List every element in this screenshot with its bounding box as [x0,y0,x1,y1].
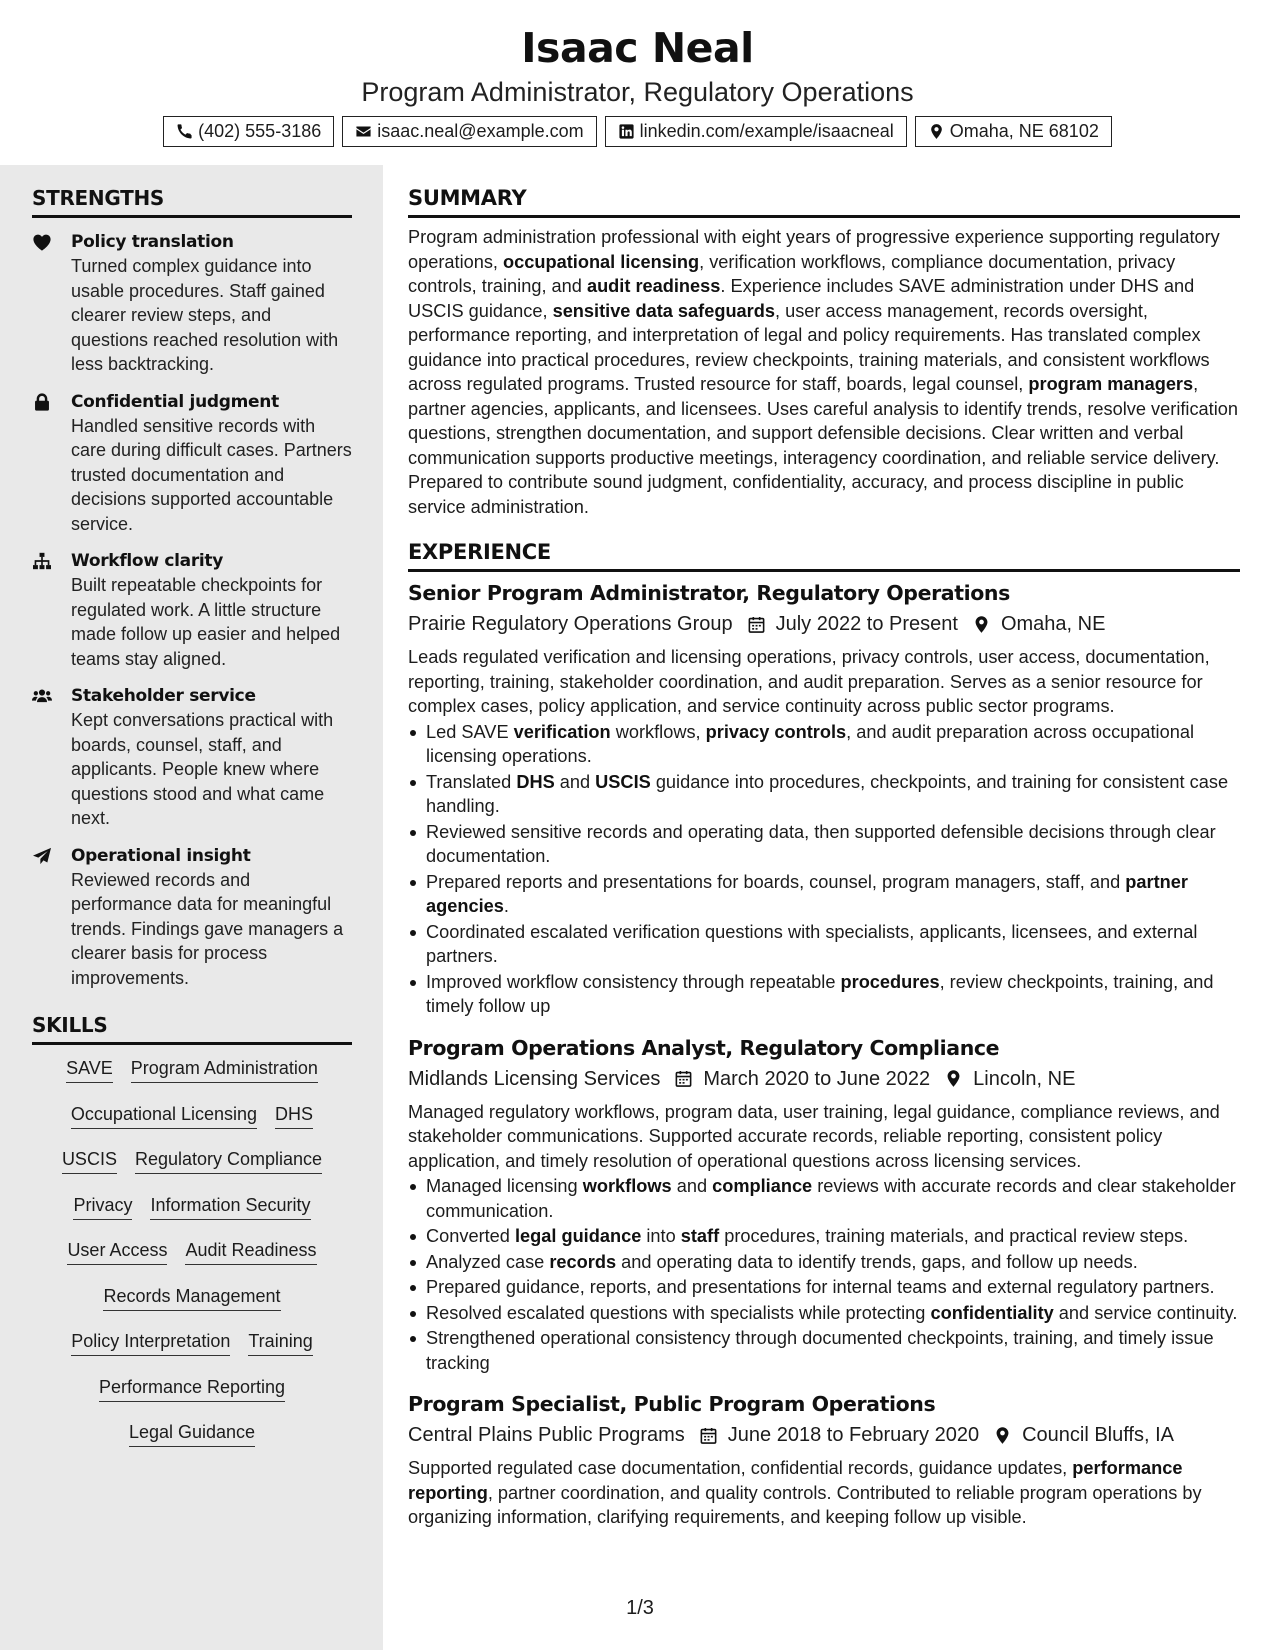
skill-tag: Performance Reporting [99,1374,285,1402]
skills-row [32,1283,352,1329]
job-company: Prairie Regulatory Operations Group [408,613,733,635]
job-dates: June 2018 to February 2020 [727,1424,980,1446]
skill-tag: SAVE [66,1055,113,1083]
contact-bar [0,116,1275,147]
job-bullet: Coordinated escalated verification questions with specialists, applicants, licensees, and external partners. [408,920,1240,969]
job-description: Leads regulated verification and licensing operations, privacy controls, user access, documentation, reporting, training, stakeholder coordination, and audit preparation. Serves as a senior resource for complex cases, policy application, and service continuity across public sector programs. [408,647,1210,716]
job-bullet: Led SAVE verification workflows, privacy controls, and audit preparation across occupational licensing operations. [408,720,1240,769]
skill-tag: Audit Readiness [185,1237,316,1265]
strength-description: Handled sensitive records with care during difficult cases. Partners trusted documentation and decisions supported accountable service. [71,415,352,534]
job-bullet: Managed licensing workflows and compliance reviews with accurate records and clear stakeholder communication. [408,1174,1240,1223]
calendar-icon [674,1069,693,1088]
job-meta [408,1064,1240,1094]
map-pin-icon [972,615,991,634]
contact-email-text: isaac.neal@example.com [377,121,584,141]
job-bullet: Resolved escalated questions with specialists while protecting confidentiality and service continuity. [408,1301,1240,1326]
job-bullet: Reviewed sensitive records and operating data, then supported defensible decisions through clear documentation. [408,820,1240,869]
contact-location-text: Omaha, NE 68102 [949,121,1099,141]
job-bullet: Strengthened operational consistency through documented checkpoints, training, and timely issue tracking [408,1326,1240,1375]
strength-title: Policy translation [71,232,234,252]
job-dates: July 2022 to Present [775,613,958,635]
job-dates: March 2020 to June 2022 [703,1067,931,1090]
job-bullet: Prepared guidance, reports, and presentations for internal teams and external regulatory partners. [408,1275,1240,1300]
strength-description: Kept conversations practical with boards, counsel, staff, and applicants. People knew where questions stood and what came next. [71,710,334,828]
skills-row [32,1374,352,1420]
strength-description: Reviewed records and performance data for meaningful trends. Findings gave managers a clearer basis for process improvements. [71,869,344,988]
job-meta [408,609,1240,639]
strength-item [32,549,352,671]
linkedin-icon [618,123,635,140]
users-icon [32,687,52,705]
skills-row [32,1146,352,1192]
job-company: Midlands Licensing Services [408,1067,661,1090]
contact-phone[interactable] [163,116,334,147]
skills-row [32,1055,352,1101]
job-bullet: Prepared reports and presentations for boards, counsel, program managers, staff, and partner agencies. [408,870,1240,919]
summary-heading: SUMMARY [408,183,1240,218]
strengths-list [32,230,352,990]
sitemap-icon [32,552,52,570]
contact-phone-text: (402) 555-3186 [198,121,322,141]
skill-tag: Regulatory Compliance [135,1146,322,1174]
skill-tag: Records Management [103,1283,280,1311]
strength-item [32,230,352,377]
contact-linkedin[interactable] [605,116,907,147]
job-location: Council Bluffs, IA [1022,1424,1175,1446]
job-bullet: Improved workflow consistency through repeatable procedures, review checkpoints, training, and timely follow up [408,970,1240,1019]
strength-item [32,390,352,537]
main-column [408,183,1240,1530]
skills-row [32,1101,352,1147]
job-meta [408,1420,1240,1450]
phone-icon [176,123,193,140]
lock-icon [32,393,52,411]
job-entry [408,578,1240,1019]
skill-tag: DHS [275,1101,313,1129]
strength-title: Confidential judgment [71,391,279,412]
skill-tag: Information Security [150,1192,310,1220]
job-bullet: Analyzed case records and operating data to identify trends, gaps, and follow up needs. [408,1250,1240,1275]
strength-title: Stakeholder service [71,686,256,706]
skill-tag: Occupational Licensing [71,1101,257,1129]
skills-row [32,1192,352,1238]
calendar-icon [699,1426,718,1445]
skill-tag: Program Administration [131,1055,318,1083]
summary-text: Program administration professional with eight years of progressive experience supporting regulatory operations, occupational licensing, verification workflows, compliance documentation, privacy controls, training, and audit readiness. Experience includes SAVE administration under DHS and USCIS guidance, sensitive data safeguards, user access management, records oversight, performance reporting, and interpretation of legal and policy requirements. Has translated complex guidance into practical procedures, review checkpoints, training materials, and consistent workflows across regulated programs. Trusted resource for staff, boards, legal counsel, program managers, partner agencies, applicants, and licensees. Uses careful analysis to identify trends, resolve verification questions, strengthen documentation, and support defensible decisions. Clear written and verbal communication supports productive meetings, interagency coordination, and reliable service delivery. Prepared to contribute sound judgment, confidentiality, accuracy, and process discipline in public service administration. [408,227,1238,517]
strength-item [32,684,352,831]
job-entry [408,1033,1240,1376]
job-title: Senior Program Administrator, Regulatory Operations [408,581,1010,605]
experience-heading: EXPERIENCE [408,537,1240,572]
strength-title: Workflow clarity [71,551,224,571]
heart-icon [32,233,52,251]
skills-list [32,1055,352,1465]
skill-tag: Training [248,1328,312,1356]
job-title: Program Operations Analyst, Regulatory Compliance [408,1035,1000,1060]
sidebar [0,165,383,1650]
job-bullets [408,1174,1240,1375]
map-pin-icon [993,1426,1012,1445]
strength-item [32,844,352,991]
skill-tag: Policy Interpretation [71,1328,230,1356]
resume-header [0,22,1275,147]
envelope-icon [355,123,372,140]
strength-title: Operational insight [71,845,251,866]
job-description: Supported regulated case documentation, confidential records, guidance updates, performance reporting, partner coordination, and quality controls. Contributed to reliable program operations by organizing information, clarifying requirements, and keeping follow up visible. [408,1458,1202,1527]
experience-list [408,578,1240,1530]
strengths-heading: STRENGTHS [32,183,352,218]
candidate-name: Isaac Neal [521,24,754,72]
skills-heading: SKILLS [32,1010,352,1045]
skill-tag: User Access [67,1237,167,1265]
skill-tag: Privacy [73,1192,132,1220]
map-pin-icon [928,123,945,140]
job-bullet: Converted legal guidance into staff procedures, training materials, and practical review steps. [408,1224,1240,1249]
contact-location[interactable] [915,116,1112,147]
job-location: Lincoln, NE [973,1067,1076,1090]
job-bullets [408,720,1240,1019]
skill-tag: USCIS [62,1146,117,1174]
map-pin-icon [944,1069,963,1088]
skill-tag: Legal Guidance [129,1419,255,1447]
job-title: Program Specialist, Public Program Operations [408,1392,936,1416]
calendar-icon [747,615,766,634]
strength-description: Turned complex guidance into usable procedures. Staff gained clearer review steps, and questions reached resolution with less backtracking. [71,256,339,374]
paper-plane-icon [32,847,52,865]
job-location: Omaha, NE [1000,613,1106,635]
strength-description: Built repeatable checkpoints for regulated work. A little structure made follow up easier and helped teams stay aligned. [71,575,341,669]
skills-row [32,1419,352,1465]
skills-row [32,1328,352,1374]
job-description: Managed regulatory workflows, program data, user training, legal guidance, compliance reviews, and stakeholder communications. Supported accurate records, reliable reporting, consistent policy application, and timely resolution of operational questions across licensing services. [408,1101,1220,1171]
skills-row [32,1237,352,1283]
job-entry [408,1389,1240,1530]
job-bullet: Translated DHS and USCIS guidance into procedures, checkpoints, and training for consistent case handling. [408,770,1240,819]
page-number: 1/3 [626,1597,654,1619]
candidate-title: Program Administrator, Regulatory Operations [361,77,914,107]
contact-linkedin-text: linkedin.com/example/isaacneal [639,121,894,141]
contact-email[interactable] [342,116,596,147]
job-company: Central Plains Public Programs [408,1424,685,1446]
